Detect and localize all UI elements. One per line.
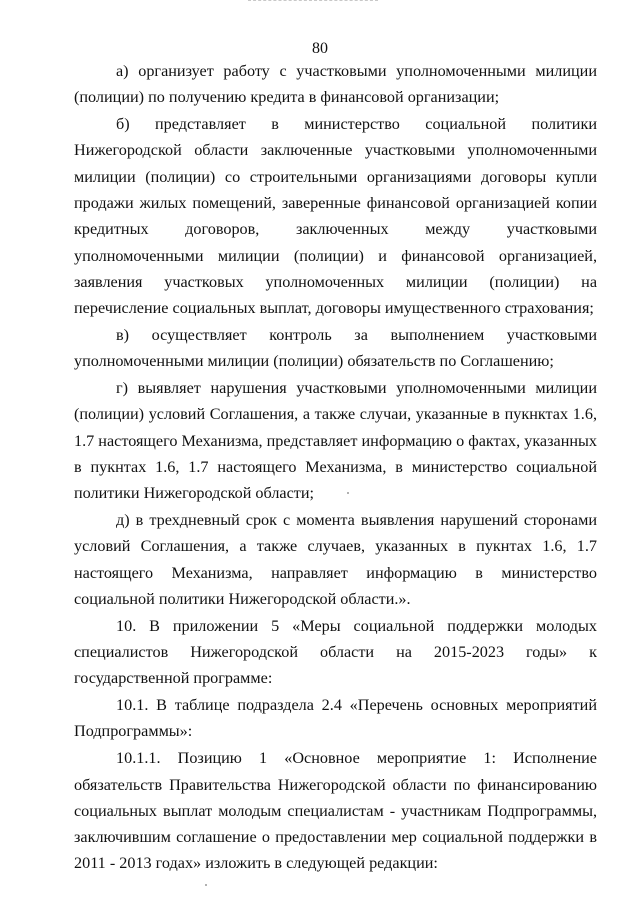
paragraph-b: б) представляет в министерство социальной политики Нижегородской области заключенные участковыми уполномоченными милиции (полиции) со строительными организациями договоры купли продажи жилых помещений, заверенные финансовой организацией копии кредитных договоров, заключенных между участковыми уполномоченными милиции (полиции) и финансовой организацией, заявления участковых уполномоченных милиции (полиции) на перечисление социальных выплат, договоры имущественного страхования; xyxy=(74,115,597,318)
document-body xyxy=(74,58,597,877)
paragraph-10-1-1: 10.1.1. Позицию 1 «Основное мероприятие 1: Исполнение обязательств Правительства Нижегородской области по финансированию социальных выплат молодым специалистам - участникам Подпрограммы, заключившим соглашение о предоставлении мер социальной поддержки в 2011 - 2013 годах» изложить в следующей редакции: xyxy=(74,749,597,873)
paragraph-d: д) в трехдневный срок с момента выявления нарушений сторонами условий Соглашения, а также случаев, указанных в пукнтах 1.6, 1.7 настоящего Механизма, направляет информацию в министерство социальной политики Нижегородской области.». xyxy=(74,511,597,608)
scan-speck xyxy=(347,492,349,494)
paragraph-10: 10. В приложении 5 «Меры социальной поддержки молодых специалистов Нижегородской области на 2015-2023 годы» к государственной программе: xyxy=(74,616,597,688)
paragraph-a: а) организует работу с участковыми уполномоченными милиции (полиции) по получению кредита в финансовой организации; xyxy=(74,62,597,107)
paragraph-v: в) осуществляет контроль за выполнением участковыми уполномоченными милиции (полиции) обязательств по Соглашению; xyxy=(74,325,597,371)
page-number: 80 xyxy=(312,40,328,57)
scan-speck xyxy=(205,884,207,886)
scan-artifact-top xyxy=(248,0,378,5)
paragraph-g: г) выявляет нарушения участковыми уполномоченными милиции (полиции) условий Соглашения, а также случаи, указанные в пукнктах 1.6, 1.7 настоящего Механизма, представляет информацию о фактах, указанных в пукнтах 1.6, 1.7 настоящего Механизма, в министерство социальной политики Нижегородской области; xyxy=(74,379,597,503)
paragraph-10-1: 10.1. В таблице подраздела 2.4 «Перечень основных мероприятий Подпрограммы»: xyxy=(74,696,597,741)
